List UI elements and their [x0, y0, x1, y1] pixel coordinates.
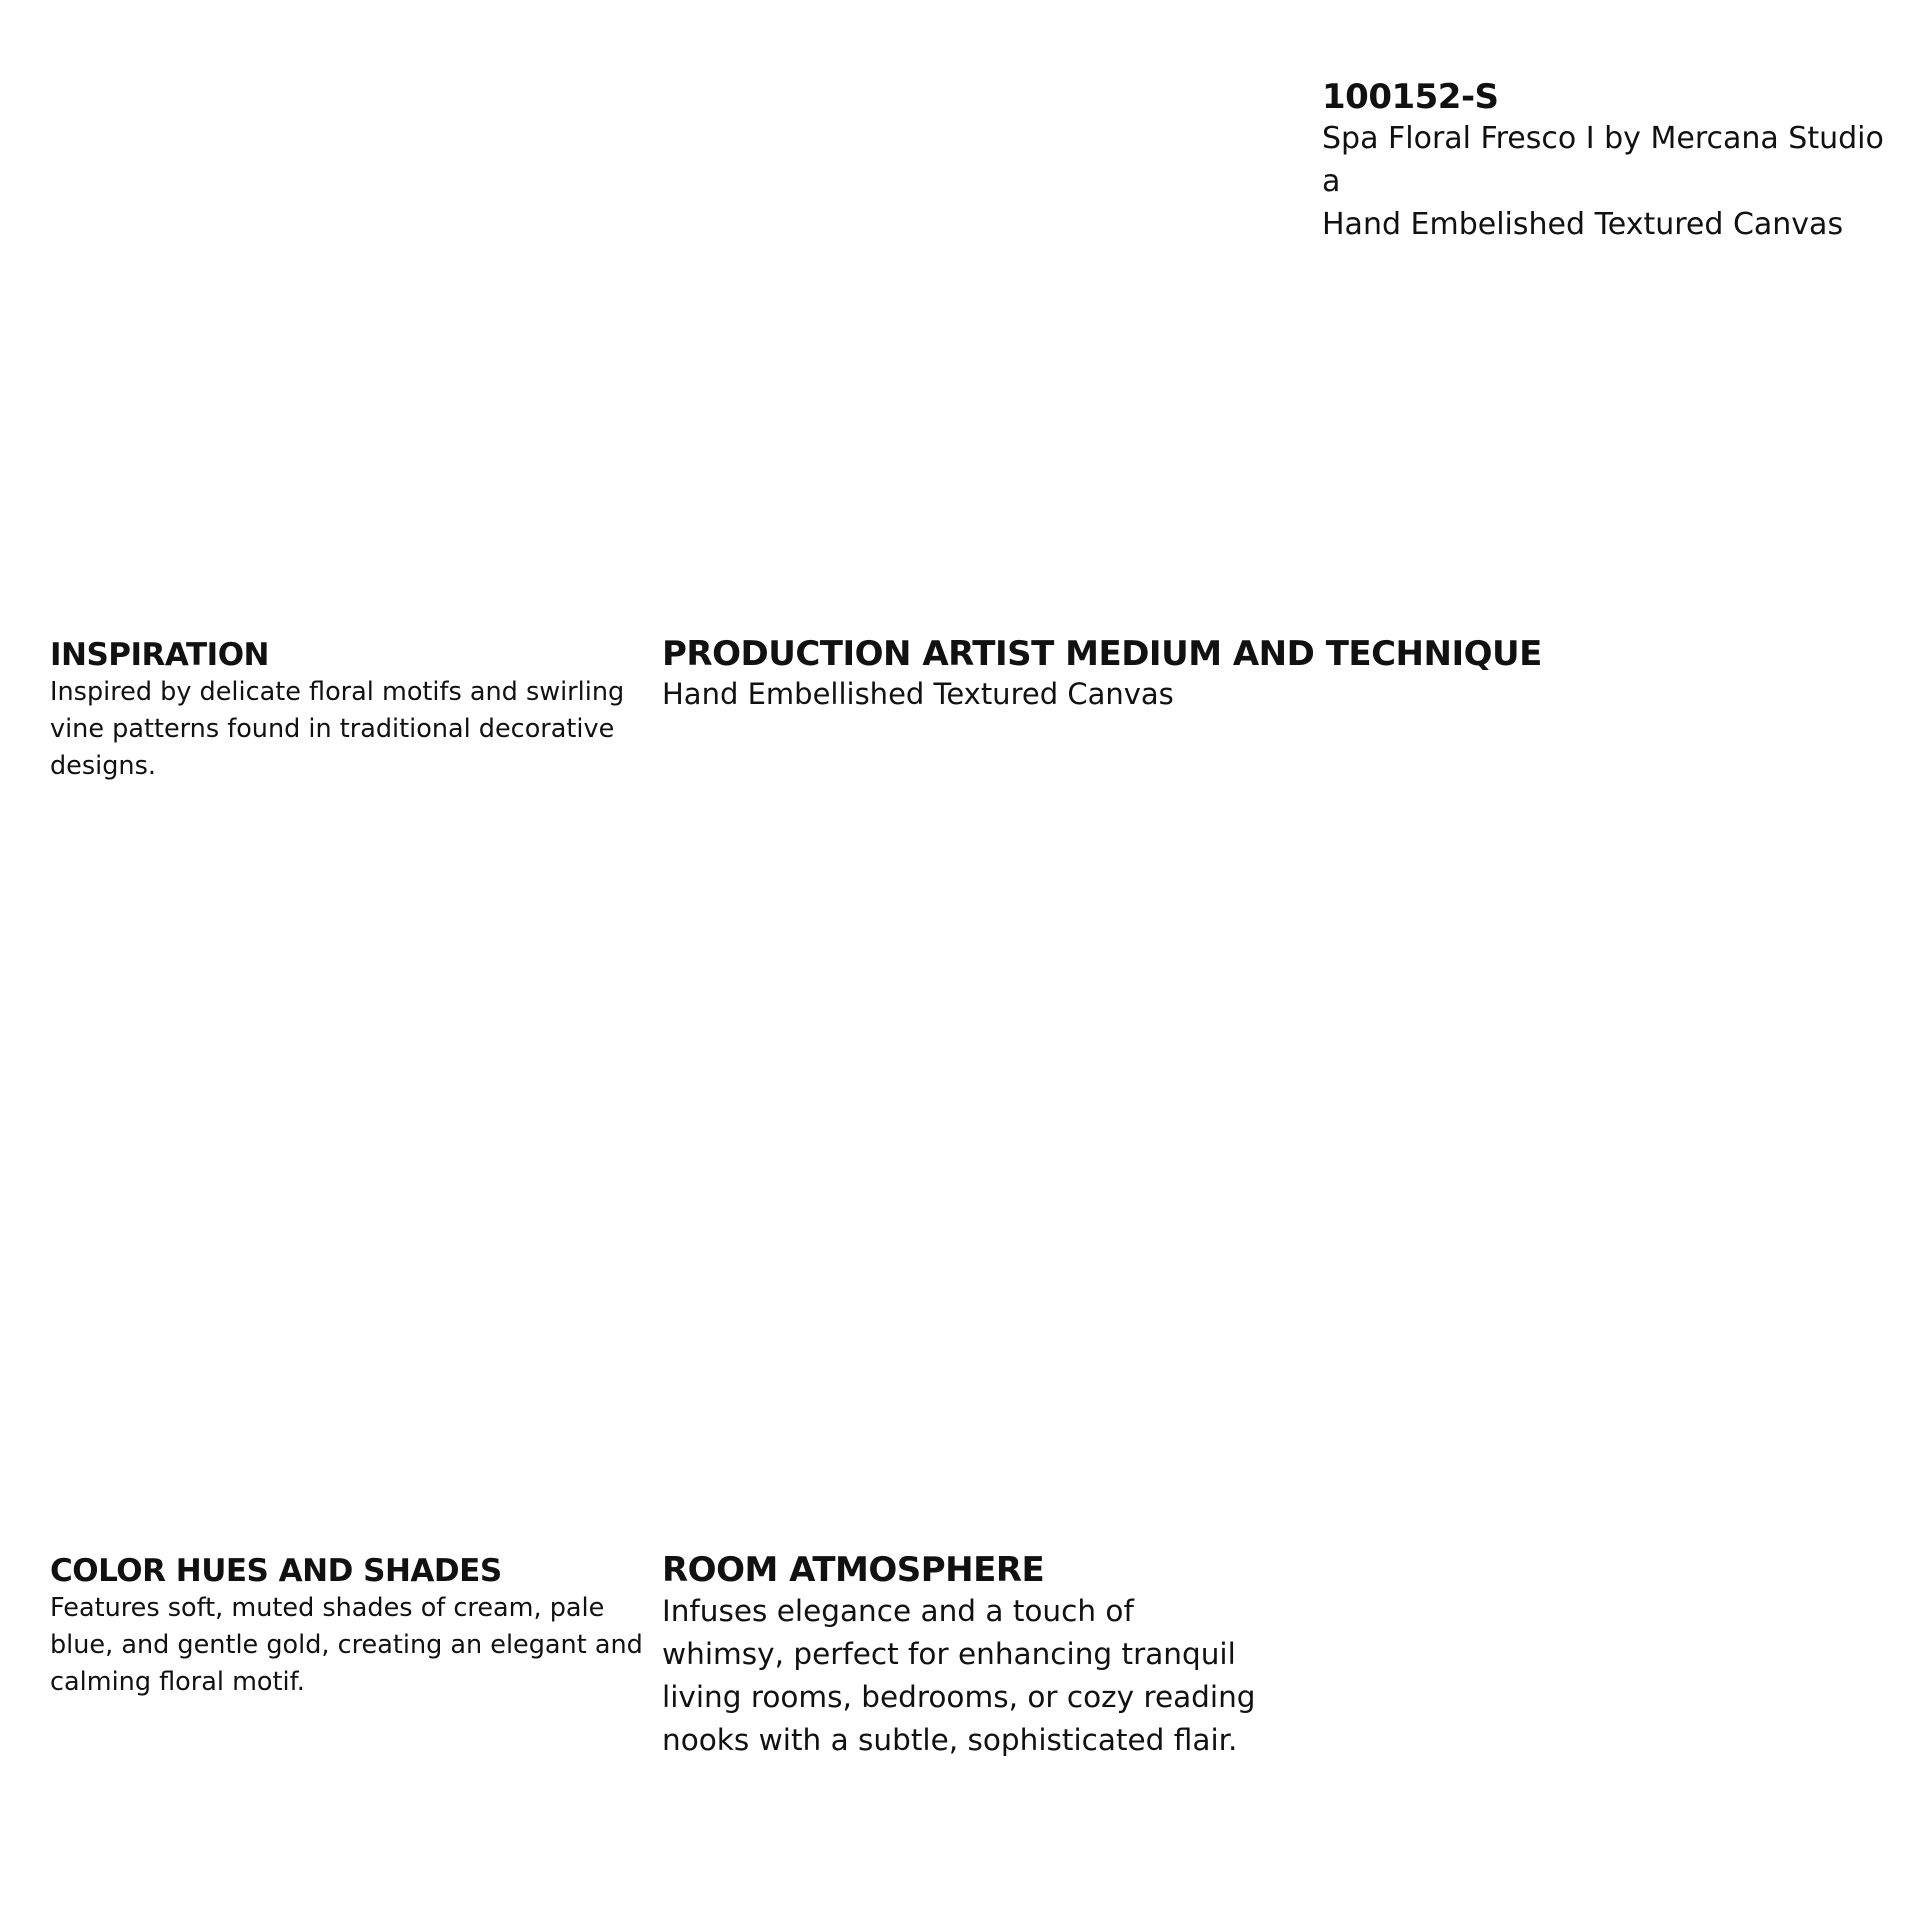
atmosphere-text: Infuses elegance and a touch of whimsy, perfect for enhancing tranquil living rooms, bedrooms, or cozy reading nooks with a subtle, sophisticated flair. [662, 1594, 1256, 1757]
technique-section [662, 634, 1662, 714]
product-title-line-2: Hand Embelished Textured Canvas [1322, 207, 1844, 243]
technique-heading: PRODUCTION ARTIST MEDIUM AND TECHNIQUE [662, 634, 1542, 674]
color-section [50, 1552, 650, 1701]
inspiration-section [50, 636, 640, 785]
technique-text: Hand Embellished Textured Canvas [662, 677, 1174, 711]
atmosphere-section [662, 1550, 1262, 1762]
inspiration-heading: INSPIRATION [50, 637, 269, 673]
inspiration-text: Inspired by delicate floral motifs and swirling vine patterns found in traditional decorative designs. [50, 677, 625, 781]
color-text: Features soft, muted shades of cream, pale blue, and gentle gold, creating an elegant and calming floral motif. [50, 1593, 643, 1697]
product-header [1322, 78, 1902, 246]
product-title-line-1: Spa Floral Fresco I by Mercana Studio a [1322, 121, 1884, 200]
color-heading: COLOR HUES AND SHADES [50, 1553, 502, 1589]
product-code: 100152-S [1322, 77, 1499, 117]
atmosphere-heading: ROOM ATMOSPHERE [662, 1550, 1045, 1590]
